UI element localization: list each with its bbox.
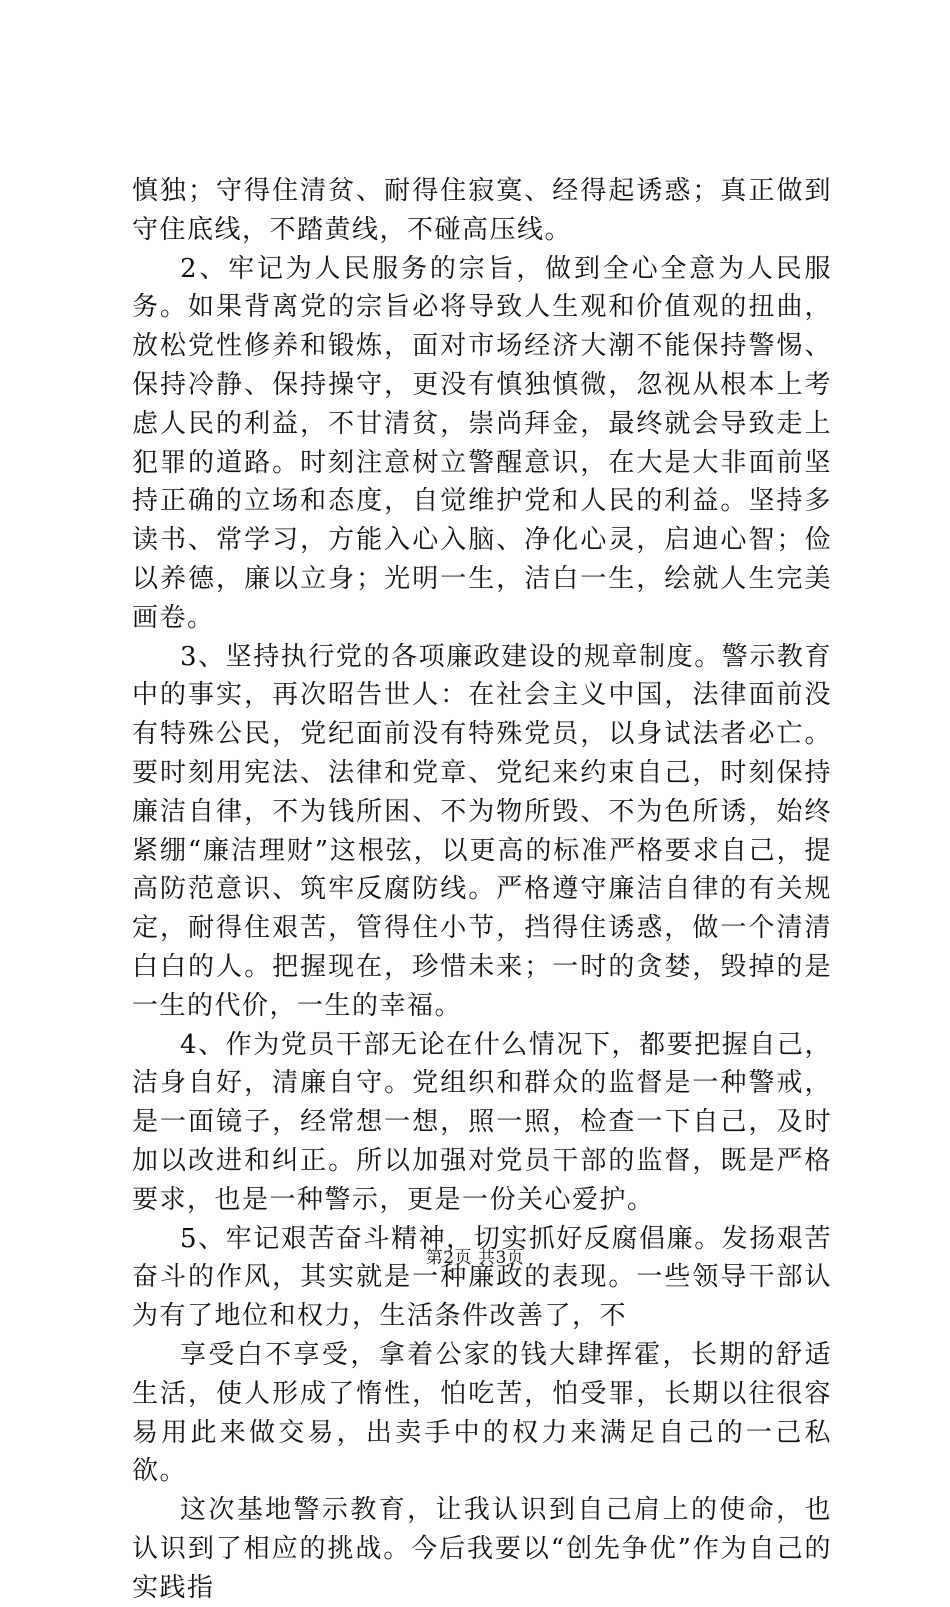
document-body [132, 172, 832, 1607]
paragraph-item-4: 4、作为党员干部无论在什么情况下，都要把握自己，洁身自好，清廉自守。党组织和群众的监督是一种警戒，是一面镜子，经常想一想，照一照，检查一下自己，及时加以改进和纠正。所以加强对党员干部的监督，既是严格要求，也是一种警示，更是一份关心爱护。 [132, 1029, 832, 1215]
paragraph-item-2: 2、牢记为人民服务的宗旨，做到全心全意为人民服务。如果背离党的宗旨必将导致人生观和价值观的扭曲，放松党性修养和锻炼，面对市场经济大潮不能保持警惕、保持冷静、保持操守，更没有慎独慎微，忽视从根本上考虑人民的利益，不甘清贫，崇尚拜金，最终就会导致走上犯罪的道路。时刻注意树立警醒意识，在大是大非面前坚持正确的立场和态度，自觉维护党和人民的利益。坚持多读书、常学习，方能入心入脑、净化心灵，启迪心智；俭以养德，廉以立身；光明一生，洁白一生，绘就人生完美画卷。 [132, 253, 832, 633]
paragraph-conclusion: 这次基地警示教育，让我认识到自己肩上的使命，也认识到了相应的挑战。今后我要以“创先争优”作为自己的实践指 [132, 1495, 832, 1603]
paragraph-item-3: 3、坚持执行党的各项廉政建设的规章制度。警示教育中的事实，再次昭告世人：在社会主义中国，法律面前没有特殊公民，党纪面前没有特殊党员，以身试法者必亡。要时刻用宪法、法律和党章、党纪来约束自己，时刻保持廉洁自律，不为钱所困、不为物所毁、不为色所诱，始终紧绷“廉洁理财”这根弦，以更高的标准严格要求自己，提高防范意识、筑牢反腐防线。严格遵守廉洁自律的有关规定，耐得住艰苦，管得住小节，挡得住诱惑，做一个清清白白的人。把握现在，珍惜未来；一时的贪婪，毁掉的是一生的代价，一生的幸福。 [132, 641, 832, 1021]
page-number-footer: 第2页 共3页 [425, 1248, 525, 1268]
paragraph-item-5-continued: 享受白不享受，拿着公家的钱大肆挥霍，长期的舒适生活，使人形成了惰性，怕吃苦，怕受罪，长期以往很容易用此来做交易，出卖手中的权力来满足自己的一己私欲。 [132, 1339, 832, 1487]
paragraph-item-5: 5、牢记艰苦奋斗精神，切实抓好反腐倡廉。发扬艰苦奋斗的作风，其实就是一种廉政的表现。一些领导干部认为有了地位和权力，生活条件改善了，不 [132, 1223, 832, 1332]
paragraph-continuation: 慎独；守得住清贫、耐得住寂寞、经得起诱惑；真正做到守住底线，不踏黄线，不碰高压线。 [132, 176, 832, 245]
